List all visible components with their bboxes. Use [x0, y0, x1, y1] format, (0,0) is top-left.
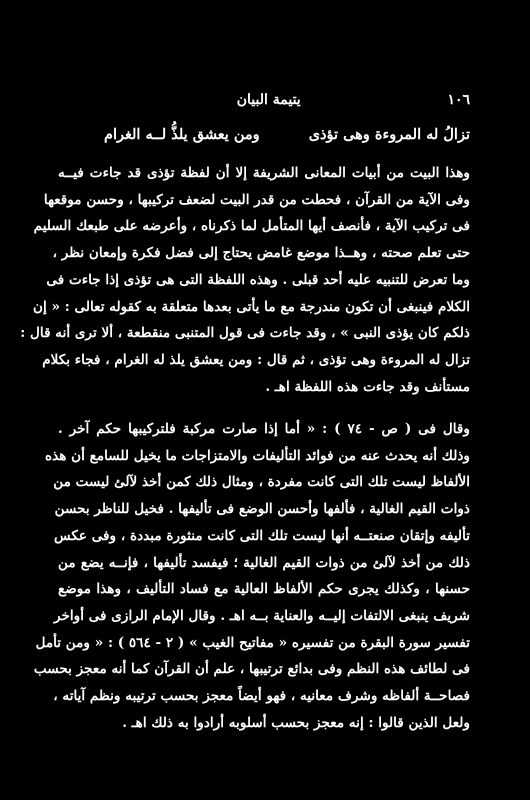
- text-line: وما تعرض للتنبيه عليه أحد قبلى . وهذه اللفظة التى هى تؤذى إذا جاءت فى: [46, 271, 470, 288]
- poetry-verse: [60, 126, 470, 143]
- text-line: تأليفه وإتقان صنعتــه أنها ليست تلك التى كانت منثورة مبددة ، وفى عكس: [54, 527, 470, 544]
- text-line: مستأنف وقد جاءت هذه اللفظة اهـ .: [265, 378, 470, 395]
- paragraph-1: [20, 160, 470, 400]
- page-header: [60, 92, 470, 108]
- verse-left-hemistich: ومن يعشق يلذُّ لــه الغرام: [104, 126, 260, 143]
- text-line: الألفاظ ليست تلك التى كانت مفردة ، ومثال ذلك كمن أخذ لآلئ ليست من: [53, 474, 470, 491]
- page-number: ١٠٦: [447, 92, 470, 108]
- text-line: ذوات القيم الغالية ، فألفها وأحسن الوضع فى تأليفها . فخيل للناظر بحسن: [54, 501, 470, 518]
- text-line: شريف ينبغى الالتفات إليــه والعناية بــه اهـ . وقال الإمام الرازى فى أواخر: [53, 607, 470, 624]
- text-line: الكلام فينبغى أن تكون مندرجة مع ما يأتى بعدها متعلقة به كقوله تعالى : « إن: [33, 298, 470, 315]
- text-line: وهذا البيت من أبيات المعانى الشريفة إلا أن لفظة تؤذى قد جاءت فيــه: [58, 165, 470, 181]
- text-line: فى تركيب الآية ، فأنصف أيها المتأمل لما ذكرناه ، وأعرضه على طبعك السليم: [33, 218, 470, 235]
- text-line: فصاحــة ألفاظه وشرف معانيه ، فهو أيضاً معجز بحسب ترتيبه ونظم آياته ،: [53, 688, 470, 705]
- text-line: ذلكم كان يؤذى النبى » ، وقد جاءت فى قول المتنبى منقطعة ، ألا ترى أنه قال :: [20, 325, 470, 342]
- text-line: وذلك أنه يحدث عنه من فوائد التأليفات والامتزاجات ما يخيل للسامع أن هذه: [44, 447, 470, 464]
- text-line: فى لطائف هذه النظم وفى بدائع ترتيبها ، علم أن القرآن كما أنه معجز بحسب: [33, 661, 470, 678]
- text-line: حسنها ، وكذلك يجرى حكم الألفاظ العالية مع فساد التأليف ، وهذا موضع: [58, 581, 470, 598]
- text-line: ذلك من أخذ لآلئ من ذوات القيم الغالية ؛ فيفسد تأليفها ، فإنــه يضع من: [58, 554, 470, 571]
- text-line: تزال له المروءة وهى تؤذى ، ثم قال : ومن يعشق يلذ له الغرام ، فجاء بكلام: [42, 351, 470, 368]
- verse-right-hemistich: تزالُ له المروءة وهى تؤذى: [308, 126, 470, 143]
- running-title: يتيمة البيان: [236, 92, 301, 108]
- text-line: ولعل الذين قالوا : إنه معجز بحسب أسلوبه أرادوا به ذلك اهـ .: [122, 714, 470, 731]
- text-line: تفسير سورة البقرة من تفسيره « مفاتيح الغيب » ( ٢ - ٥٦٤ ) : « ومن تأمل: [35, 634, 470, 651]
- text-line: وقال فى ( ص - ٧٤ ) : « أما إذا صارت مركبة فلتركيبها حكم آخر .: [58, 421, 470, 437]
- text-line: حتى تعلم صحته ، وهــذا موضع غامض يحتاج إلى فضل فكرة وإمعان نظر ،: [52, 245, 470, 262]
- text-line: وفى الآية من القرآن ، فحطت من قدر البيت لضعف تركيبها ، وحسن موقعها: [43, 191, 470, 208]
- paragraph-2: [33, 416, 470, 736]
